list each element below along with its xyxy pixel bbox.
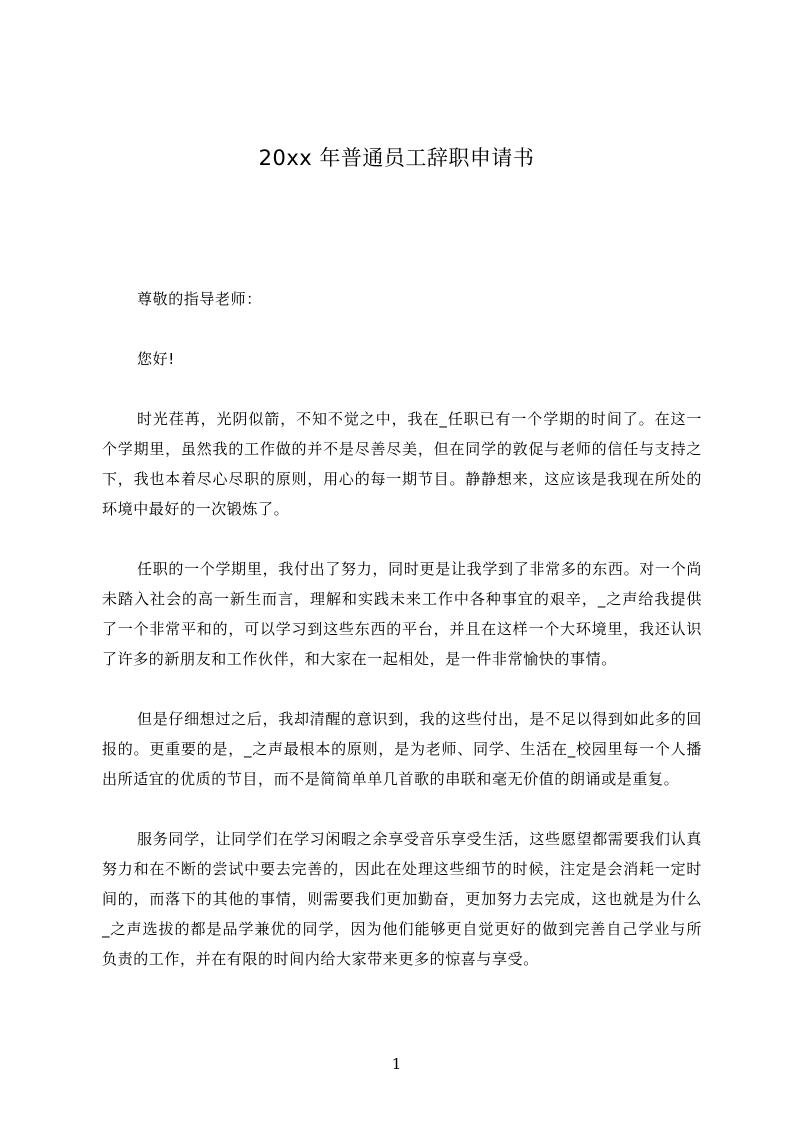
paragraph: 服务同学，让同学们在学习闲暇之余享受音乐享受生活，这些愿望都需要我们认真努力和在不断的尝试中要去完善的，因此在处理这些细节的时候，注定是会消耗一定时间的，而落下的其他的事情，则需要我们更加勤奋，更加努力去完成，这也就是为什么_之声选拔的都是品学兼优的同学，因为他们能够更自觉更好的做到完善自己学业与所负责的工作，并在有限的时间内给大家带来更多的惊喜与享受。 (102, 830, 702, 968)
document-body (102, 284, 702, 1004)
greeting: 您好! (137, 350, 175, 368)
salutation: 尊敬的指导老师： (137, 290, 262, 308)
paragraph: 但是仔细想过之后，我却清醒的意识到，我的这些付出，是不足以得到如此多的回报的。更重要的是，_之声最根本的原则，是为老师、同学、生活在_校园里每一个人播出所适宜的优质的节目，而不是简简单单几首歌的串联和毫无价值的朗诵或是重复。 (102, 710, 702, 788)
document-title: 20xx 年普通员工辞职申请书 (258, 146, 535, 170)
page-number: 1 (391, 1055, 402, 1073)
paragraph: 任职的一个学期里，我付出了努力，同时更是让我学到了非常多的东西。对一个尚未踏入社会的高一新生而言，理解和实践未来工作中各种事宜的艰辛，_之声给我提供了一个非常平和的，可以学习到这些东西的平台，并且在这样一个大环境里，我还认识了许多的新朋友和工作伙伴，和大家在一起相处，是一件非常愉快的事情。 (102, 560, 702, 668)
paragraph: 时光荏苒，光阴似箭，不知不觉之中，我在_任职已有一个学期的时间了。在这一个学期里，虽然我的工作做的并不是尽善尽美，但在同学的敦促与老师的信任与支持之下，我也本着尽心尽职的原则，用心的每一期节目。静静想来，这应该是我现在所处的环境中最好的一次锻炼了。 (102, 410, 702, 518)
